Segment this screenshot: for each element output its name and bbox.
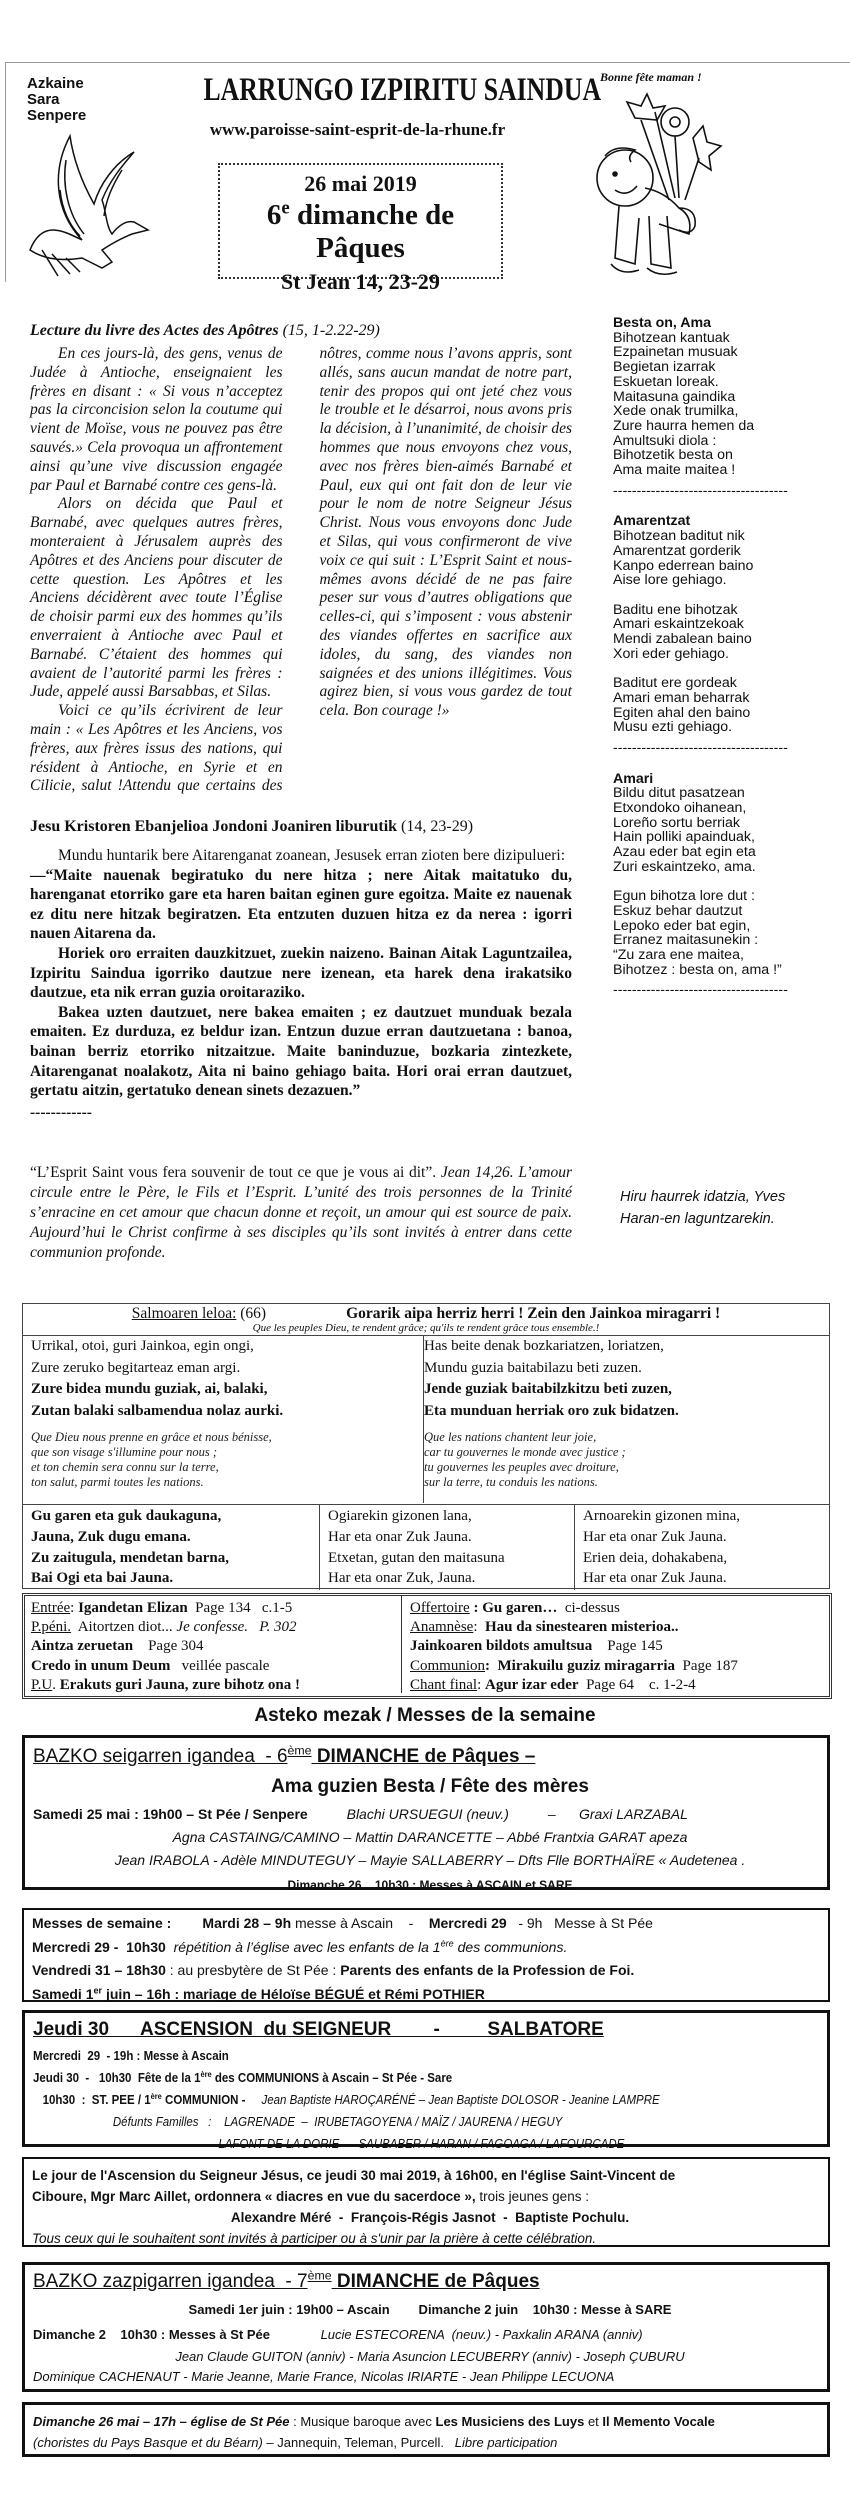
text-segment: Mercredi 29 - 10h30 (32, 1938, 166, 1955)
chants-box (22, 1593, 832, 1699)
text-segment: Tous ceux qui le souhaitent sont invités à participer ou à s'unir par la prière à cette célébration. (32, 2231, 597, 2246)
chant-line (31, 1676, 391, 1695)
commentary (30, 1163, 572, 1263)
translation-line: que son visage s'illumine pour nous ; (31, 1445, 217, 1459)
text-segment: – Jannequin, Teleman, Purcell. (262, 2435, 455, 2450)
poem-line: Ama maite maitea ! (613, 462, 736, 479)
header-border-left (5, 62, 6, 282)
poem-separator: ------------------------------------- (613, 740, 788, 756)
poem-line: Amultsuki diola : (613, 432, 717, 449)
gospel-reference: St Jean 14, 23-29 (281, 269, 440, 294)
box-line (33, 2045, 763, 2067)
text-segment: Agna CASTAING/CAMINO – Mattin DARANCETTE – Abbé Frantxia GARAT apeza (172, 1829, 688, 1845)
text-segment: BAZKO seigarren igandea - 6 (33, 1746, 288, 1767)
poem-line: Bihotzean baditut nik (613, 528, 745, 545)
text-segment: Jeudi 30 - 10h30 Fête de la 1 (33, 2071, 201, 2085)
text-segment: des COMMUNIONS à Ascain – St Pée - Sare (211, 2071, 453, 2085)
poem-line: Musu ezti gehiago. (613, 719, 733, 736)
poem-line: Eskuetan loreak. (613, 373, 719, 390)
text-segment: Page 304 (133, 1638, 204, 1655)
gospel-paragraph: Bakea uzten dautzuet, nere bakea emaiten ; ez dautzuet munduak bezala emaiten. Ez durduza, ez beldur izan. Entzun duzue erran dautzuetana : banoa, bainan berriz etorriko nitzaitzue. Maite baninduzue, bozkaria zintezkete, Aitarenganat noalakotz, Aita ni baino gehiago baita. Hori orai erran dautzuet, gertatu aitzin, gertatuko denean sinets dezazuen.” (30, 1003, 572, 1100)
box-line (33, 1772, 827, 1802)
text-segment: Dimanche 26 mai – 17h – église de St Pée (33, 2414, 290, 2429)
box-line (33, 2015, 827, 2045)
text-segment: Communion (410, 1657, 486, 1674)
parish-title: LARRUNGO IZPIRITU SAINDUA (203, 72, 602, 108)
text-segment: LAFONT DE LA DORIE – SAUBABER / HARAN / FAGOAGA / LAFOURCADE (33, 2137, 625, 2151)
commentary-quote-ref: Jean 14,26. (436, 1164, 514, 1181)
psalm-line: Zure zeruko begitarteaz eman argi. (31, 1359, 241, 1376)
psalm-line-bold: Zure bidea mundu guziak, ai, balaki, (31, 1381, 268, 1397)
hymn-line: Ogiarekin gizonen lana, (328, 1508, 472, 1524)
poem-credit (620, 1186, 840, 1230)
poem-stanza (613, 676, 843, 735)
gospel-separator: ------------ (30, 1103, 92, 1121)
dove-icon (22, 130, 157, 278)
sunday-label: dimanche de Pâques (289, 199, 455, 264)
text-segment: Alexandre Méré - François-Régis Jasnot - Baptiste Pochulu. (230, 2210, 630, 2225)
psalm-translation (424, 1430, 829, 1490)
text-segment: Dimanche 2 juin 10h30 : Messe à SARE (389, 2302, 672, 2317)
text-segment: P.péni. (31, 1619, 72, 1636)
text-segment: Parents des enfants de la Profession de Foi. (340, 1962, 635, 1978)
text-segment: ème (287, 1743, 312, 1758)
box-line (33, 2367, 827, 2387)
hymn-line: Gu garen eta guk daukaguna, (31, 1508, 222, 1524)
text-segment: Défunts Familles : LAGRENADE – IRUBETAGOYENA / MAÏZ / JAURENA / HEGUY (33, 2115, 563, 2129)
poem-line: Zuri eskaintzeko, ama. (613, 858, 756, 875)
box-line (33, 1802, 827, 1826)
text-segment: ème (307, 2268, 332, 2283)
box-line (33, 1742, 827, 1772)
reading-paragraph: Alors on décida que Paul et Barnabé, avec quelques autres frères, monteraient à Jérusalem auprès des Apôtres et des Anciens pour discuter de cette question. Les Apôtres et les Anciens décidèrent avec toute l’Église de choisir parmi eux des hommes qu’ils enverraient à Antioche avec Paul et Barnabé. C’étaient des hommes qui avaient de l’autorité parmi les frères : Jude, appelé aussi Barsabbas, et Silas. (30, 495, 283, 701)
chant-line (410, 1618, 830, 1637)
text-segment: Jainkoaren bildots amultsua (410, 1638, 593, 1655)
box-line (33, 2432, 827, 2453)
box-line (33, 1872, 827, 1898)
text-segment: veillée pascale (170, 1657, 270, 1674)
reading-paragraph: Voici ce qu’ils écrivirent de leur main : « Les Apôtres et les Anciens, vos frères, aux frères issus des nations, qui résident à Antioche, en Syrie et en Cilicie, salut !Attendu que certains des nôtres, comme nous l’avons appris, sont allés, sans aucun mandat de notre part, tenir des propos qui ont jeté chez vous le trouble et le désarroi, nous avons pris la décision, à l’unanimité, de choisir des hommes que nous envoyons chez vous, avec nos frères bien-aimés Barnabé et Paul, eux qui ont fait don de leur vie pour le nom de notre Seigneur Jésus Christ. Nous vous envoyons donc Jude et Silas, qui vous confirmeront de vive voix ce qui suit : L’Esprit Saint et nous-mêmes avons décidé de ne pas faire peser sur vous d’autres obligations que celles-ci, qui s’imposent : vous abstenir des viandes offertes en sacrifice aux idoles, du sang, des viandes non saignées et des unions illégitimes. Vous agirez bien, si vous vous gardez de tout cela. Bon courage !» (30, 345, 572, 795)
text-segment: Jean Claude GUITON (anniv) - Maria Asuncion LECUBERRY (anniv) - Joseph ÇUBURU (175, 2349, 685, 2364)
hymn-line: Etxetan, gutan den maitasuna (328, 1549, 505, 1566)
text-segment: messe à Ascain - (291, 1915, 429, 1931)
text-segment: : Gu garen… (469, 1600, 558, 1616)
poem-title: Besta on, Ama (613, 315, 712, 331)
poem-title: Amarentzat (613, 513, 691, 530)
week-masses-heading: Asteko mezak / Messes de la semaine (254, 1705, 596, 1726)
text-segment: Dimanche 26 10h30 : Messes à ASCAIN et SARE (287, 1878, 573, 1892)
psalm-line: Has beite denak bozkariatzen, loriatzen, (424, 1338, 664, 1354)
text-segment: Mercredi 29 (428, 1915, 507, 1931)
poem-separator: ------------------------------------- (613, 983, 788, 999)
poem-line: Kanpo ederrean baino (613, 557, 754, 574)
text-segment: Page 134 c.1-5 (187, 1600, 293, 1616)
text-segment: Page 187 (674, 1657, 738, 1674)
town: Sara (27, 91, 60, 108)
date-box (218, 163, 503, 294)
text-segment: Les Musiciens des Luys (435, 2414, 585, 2429)
reading-title: Lecture du livre des Actes des Apôtres (30, 322, 279, 339)
psalm-header (23, 1304, 829, 1336)
text-segment: Aitortzen diot... (71, 1619, 177, 1636)
text-segment: Jean Baptiste HAROÇARÉNÉ – Jean Baptiste DOLOSOR - Jeanine LAMPRE (245, 2093, 660, 2107)
text-segment: Igandetan Elizan (78, 1600, 188, 1616)
text-segment: Vendredi 31 – 18h30 (32, 1962, 166, 1978)
chant-line (410, 1676, 830, 1695)
text-segment: - 9h Messe à St Pée (506, 1915, 653, 1931)
poem-line: Xori eder gehiago. (613, 645, 729, 662)
text-segment: (choristes du Pays Basque et du Béarn) (33, 2435, 263, 2450)
box-line (32, 2165, 828, 2186)
gospel-paragraph: Horiek oro erraiten dauzkitzuet, zuekin naizeno. Bainan Aitak Laguntzailea, Izpiritu Saindua igorriko dautzue nere izenean, eta harek dena irakatsiko dautzue, eta nik erran guzia oroitaraziko. (30, 944, 572, 1002)
translation-line: sur la terre, tu conduis les nations. (424, 1475, 598, 1489)
text-segment: Page 64 c. 1-2-4 (578, 1676, 696, 1693)
text-segment: Credo in unum Deum (31, 1657, 171, 1674)
poem-stanza (613, 889, 843, 977)
poem-stanza (613, 331, 843, 478)
box-line (33, 2322, 827, 2347)
chant-line (31, 1657, 391, 1676)
offertory-hymn-row (23, 1504, 829, 1589)
text-segment: Erakuts guri Jauna, zure bihotz ona ! (59, 1676, 300, 1693)
psalm-line: Mundu guzia baitabilazu beti zuzen. (424, 1359, 642, 1376)
hymn-column (320, 1505, 575, 1590)
poem-line: Amarentzat gorderik (613, 542, 741, 559)
reading-paragraph: En ces jours-là, des gens, venus de Judée à Antioche, enseignaient les frères en disant : « Si vous n’acceptez pas la circoncision selon la coutume qui vient de Moïse, vous ne pouvez pas être sauvés.» Cela provoqua un affrontement ainsi qu’une vive discussion engagée par Paul et Barnabé contre ces gens-là. (30, 345, 283, 494)
hymn-line: Jauna, Zuk dugu emana. (31, 1528, 191, 1545)
mother-day-caption: Bonne fête maman ! (600, 70, 702, 84)
gospel-heading (30, 818, 473, 836)
text-segment: Ciboure, Mgr Marc Aillet, ordonnera « diacres en vue du sacerdoce », (32, 2189, 476, 2204)
poem-line: Egiten ahal den baino (613, 704, 751, 721)
town: Azkaine (27, 75, 84, 92)
translation-line: Que Dieu nous prenne en grâce et nous bénisse, (31, 1430, 272, 1444)
text-segment: Agur izar eder (485, 1676, 579, 1693)
text-segment: . (52, 1676, 60, 1693)
sunday-title (220, 199, 501, 265)
poem-title: Amari (613, 770, 654, 787)
hymn-line: Har eta onar Zuk Jauna. (583, 1528, 727, 1545)
text-segment: Jeudi 30 ASCENSION du SEIGNEUR - SALBATORE (33, 2019, 604, 2040)
poem-line: “Zu zara ene maitea, (613, 947, 744, 964)
sunday-number: 6 (266, 199, 282, 231)
box-line (32, 2228, 828, 2249)
poem-line: Begietan izarrak (613, 359, 716, 376)
poem-line: Loreño sortu berriak (613, 814, 740, 831)
text-segment: Page 145 (592, 1638, 663, 1655)
text-segment: Jean IRABOLA - Adèle MINDUTEGUY – Mayie SALLABERRY – Dfts Flle BORTHAÏRE « Audetenea . (114, 1852, 746, 1868)
ordination-notice-box (22, 2157, 830, 2247)
text-segment: Dominique CACHENAUT - Marie Jeanne, Marie France, Nicolas IRIARTE - Jean Philippe LECUONA (33, 2369, 615, 2384)
credit-line: Haran-en laguntzarekin. (620, 1211, 775, 1227)
reading-text (30, 345, 572, 797)
gospel-intro: Mundu huntarik bere Aitarenganat zoanean, Jesusek erran zioten bere dizipulueri: (58, 847, 565, 864)
hymn-line: Zu zaitugula, mendetan barna, (31, 1549, 229, 1566)
box-line (32, 1936, 828, 1960)
poem-line: Etxondoko oihanean, (613, 800, 747, 817)
poem-line: Amari eskaintzekoak (613, 616, 744, 633)
ascension-box (22, 2010, 830, 2151)
psalm-table (22, 1303, 830, 1589)
poem-line: Lepoko eder bat egin, (613, 917, 751, 934)
chants-left (31, 1599, 391, 1695)
concert-notice-box (22, 2402, 830, 2457)
translation-line: tu gouvernes les peuples avec droiture, (424, 1460, 619, 1474)
text-segment: trois jeunes gens : (475, 2189, 589, 2204)
text-segment: : Mirakuilu guziz miragarria (485, 1657, 675, 1674)
hymn-column (575, 1505, 828, 1590)
gospel-title: Jesu Kristoren Ebanjelioa Jondoni Joaniren liburutik (30, 818, 398, 835)
chant-line (31, 1618, 391, 1637)
text-segment: Messes de semaine : Mardi 28 – 9h (32, 1915, 292, 1931)
text-segment: Chant final (410, 1676, 478, 1693)
poem-stanza (613, 786, 843, 874)
text-segment: : (477, 1676, 485, 1693)
towns-list (27, 76, 86, 124)
text-segment: Anamnèse (410, 1619, 474, 1636)
chants-right (401, 1596, 830, 1693)
poems-column (613, 316, 843, 1014)
hymn-column (23, 1505, 320, 1590)
credit-line: Hiru haurrek idatzia, Yves (620, 1189, 786, 1205)
commentary-quote: “L’Esprit Saint vous fera souvenir de tout ce que je vous ai dit”. (30, 1164, 437, 1181)
psalm-verse-right (416, 1336, 829, 1503)
reading-reference: (15, 1-2.22-29) (278, 322, 380, 339)
psalm-translation (31, 1430, 423, 1490)
text-segment: BAZKO zazpigarren igandea - 7 (33, 2271, 308, 2292)
box-line (33, 2067, 763, 2089)
poem-line: Xede onak trumilka, (613, 403, 739, 420)
box-line (32, 2207, 828, 2228)
text-segment: Je confesse. P. 302 (176, 1619, 297, 1636)
text-segment: Dimanche 2 10h30 : Messes à St Pée (33, 2327, 271, 2342)
text-segment: Il Memento Vocale (602, 2414, 715, 2429)
town: Senpere (27, 107, 87, 124)
weekday-masses-box (22, 1908, 830, 2002)
sixth-sunday-box (22, 1735, 830, 1890)
box-line (33, 2111, 763, 2133)
poem-line: Baditu ene bihotzak (613, 601, 738, 618)
text-segment: Offertoire (410, 1600, 470, 1616)
box-line (32, 2186, 828, 2207)
box-line (33, 2297, 827, 2322)
text-segment: Samedi 1er juin : 19h00 – Ascain (188, 2302, 390, 2317)
translation-line: Que les nations chantent leur joie, (424, 1430, 597, 1444)
poem-separator: ------------------------------------- (613, 483, 788, 499)
poem-line: Aise lore gehiago. (613, 572, 727, 589)
psalm-number: (66) (236, 1305, 267, 1322)
box-line (33, 2411, 827, 2432)
poem-line: Zure haurra hemen da (613, 417, 755, 434)
poem-line: Bildu ditut pasatzean (613, 785, 745, 802)
text-segment: juin – 16h : mariage de Héloïse BÉGUÉ et Rémi POTHIER (102, 1985, 485, 2002)
poem-line: Bihotzez : besta on, ama !” (613, 961, 782, 978)
hymn-line: Har eta onar Zuk Jauna. (328, 1528, 472, 1545)
box-line (33, 1826, 827, 1849)
poem-line: Bihotzean kantuak (613, 329, 730, 346)
bulletin-date: 26 mai 2019 (304, 171, 417, 196)
box-line (32, 1912, 828, 1936)
text-segment: et (584, 2414, 603, 2429)
commentary-text: L’amour circule entre le Père, le Fils et l’Esprit. L’unité des trois personnes de la Trinité s’enracine en cet amour que chacun donne et reçoit, un amour qui est source de paix. Aujourd’hui le Christ confirme à ses disciples qu’ils sont invités à entrer dans cette communion profonde. (30, 1164, 572, 1261)
text-segment: Lucie ESTECORENA (neuv.) - Paxkalin ARANA (anniv) (270, 2327, 643, 2342)
box-line (33, 2347, 827, 2367)
text-segment: répétition à l’église avec les enfants de la 1 (165, 1938, 441, 1955)
gospel-paragraph: —“Maite nauenak begiratuko du nere hitza ; nere Aitak maitatuko du, harenganat etorriko gare eta haren baitan eginen gure egoitza. Maite ez nauenak ez ditu nere hitzak begiratzen. Eta entzuten duzuen hitza ez da nerea : igorri nauen Aitarena da. (30, 866, 572, 943)
gospel-text (30, 846, 572, 1122)
poem-line: Maitasuna gaindika (613, 388, 736, 405)
hymn-line: Bai Ogi eta bai Jauna. (31, 1570, 174, 1587)
translation-line: et ton chemin sera connu sur la terre, (31, 1460, 219, 1474)
psalm-verse-left (23, 1336, 424, 1503)
text-segment: ère (440, 1937, 454, 1948)
box-line (33, 2133, 763, 2155)
text-segment: Samedi 1 (32, 1985, 94, 2002)
poem-line: Baditut ere gordeak (613, 675, 737, 692)
text-segment: des communions. (453, 1938, 568, 1955)
chant-line (410, 1657, 830, 1676)
poem-line: Hain polliki apainduak, (613, 829, 755, 846)
poem-stanza (613, 603, 843, 662)
poem-line: Eskuz behar dautzut (613, 902, 743, 919)
text-segment: : Musique baroque avec (289, 2414, 436, 2429)
text-segment: Le jour de l'Ascension du Seigneur Jésus, ce jeudi 30 mai 2019, à 16h00, en l'église Saint-Vincent de (32, 2168, 676, 2183)
text-segment: P.U (31, 1676, 53, 1693)
text-segment: COMMUNION - (161, 2093, 246, 2107)
poem-line: Ezpainetan musuak (613, 344, 738, 361)
hymn-line: Erien deia, dohakabena, (583, 1549, 728, 1566)
text-segment: ère (150, 2091, 162, 2101)
box-line (33, 1849, 827, 1872)
chant-line (410, 1599, 830, 1618)
translation-line: car tu gouvernes le monde avec justice ; (424, 1445, 626, 1459)
reading-heading (30, 322, 380, 340)
text-segment: Entrée (31, 1600, 71, 1616)
poem-line: Egun bihotza lore dut : (613, 888, 755, 905)
parish-website-link[interactable]: www.paroisse-saint-esprit-de-la-rhune.fr (209, 120, 506, 139)
poem-line: Azau eder bat egin eta (613, 844, 756, 861)
box-line (32, 1983, 828, 2007)
poem-line: Amari eman beharrak (613, 689, 750, 706)
text-segment: : (473, 1619, 485, 1636)
header-border (5, 62, 850, 63)
text-segment: Libre participation (454, 2435, 558, 2450)
poem-line: Erranez maitasunekin : (613, 932, 759, 949)
text-segment: DIMANCHE de Pâques (331, 2271, 540, 2292)
psalm-label: Salmoaren leloa: (131, 1305, 237, 1322)
translation-line: ton salut, parmi toutes les nations. (31, 1475, 204, 1489)
gospel-reference: (14, 23-29) (397, 818, 474, 835)
psalm-line-bold: Eta munduan herriak oro zuk bidatzen. (424, 1402, 679, 1419)
box-line (32, 1959, 828, 1983)
text-segment: ère (200, 2069, 212, 2079)
psalm-line: Urrikal, otoi, guri Jainkoa, egin ongi, (31, 1338, 254, 1354)
hymn-line: Arnoarekin gizonen mina, (583, 1508, 741, 1524)
text-segment: Ama guzien Besta / Fête des mères (271, 1776, 589, 1797)
hymn-line: Har eta onar Zuk, Jauna. (328, 1570, 476, 1587)
text-segment: Mercredi 29 - 19h : Messe à Ascain (33, 2049, 229, 2063)
text-segment: : (70, 1600, 79, 1616)
text-segment: 10h30 : ST. PEE / 1 (33, 2093, 151, 2107)
poem-line: Mendi zabalean baino (613, 631, 752, 648)
text-segment: ci-dessus (557, 1600, 620, 1616)
text-segment: er (93, 1984, 103, 1995)
chant-line (31, 1599, 391, 1618)
chant-line (31, 1637, 391, 1656)
text-segment: Blachi URSUEGUI (neuv.) – Graxi LARZABAL (307, 1806, 688, 1822)
box-line (33, 2267, 827, 2297)
text-segment: DIMANCHE de Pâques – (311, 1746, 536, 1767)
box-line (33, 2089, 763, 2111)
text-segment: Aintza zeruetan (31, 1638, 134, 1655)
boy-with-flowers-illustration (575, 88, 755, 280)
text-segment: Samedi 25 mai : 19h00 – St Pée / Senpere (33, 1806, 308, 1822)
psalm-refrain-translation: Que les peuples Dieu, te rendent grâce; qu'ils te rendent grâce tous ensemble.! (252, 1322, 600, 1334)
chant-line (410, 1637, 830, 1656)
text-segment: : au presbytère de St Pée : (165, 1962, 341, 1978)
psalm-line-bold: Zutan balaki salbamendua nolaz aurki. (31, 1402, 284, 1419)
psalm-refrain: Gorarik aipa herriz herri ! Zein den Jainkoa miragarri ! (346, 1305, 721, 1322)
text-segment: Hau da sinestearen misterioa.. (484, 1619, 679, 1636)
psalm-line-bold: Jende guziak baitabilzkitzu beti zuzen, (424, 1381, 672, 1397)
poem-line: Bihotzetik besta on (613, 447, 733, 464)
seventh-sunday-box (22, 2262, 830, 2392)
poem-stanza (613, 529, 843, 588)
hymn-line: Har eta onar Zuk Jauna. (583, 1570, 727, 1587)
sunday-sup: e (281, 197, 290, 219)
